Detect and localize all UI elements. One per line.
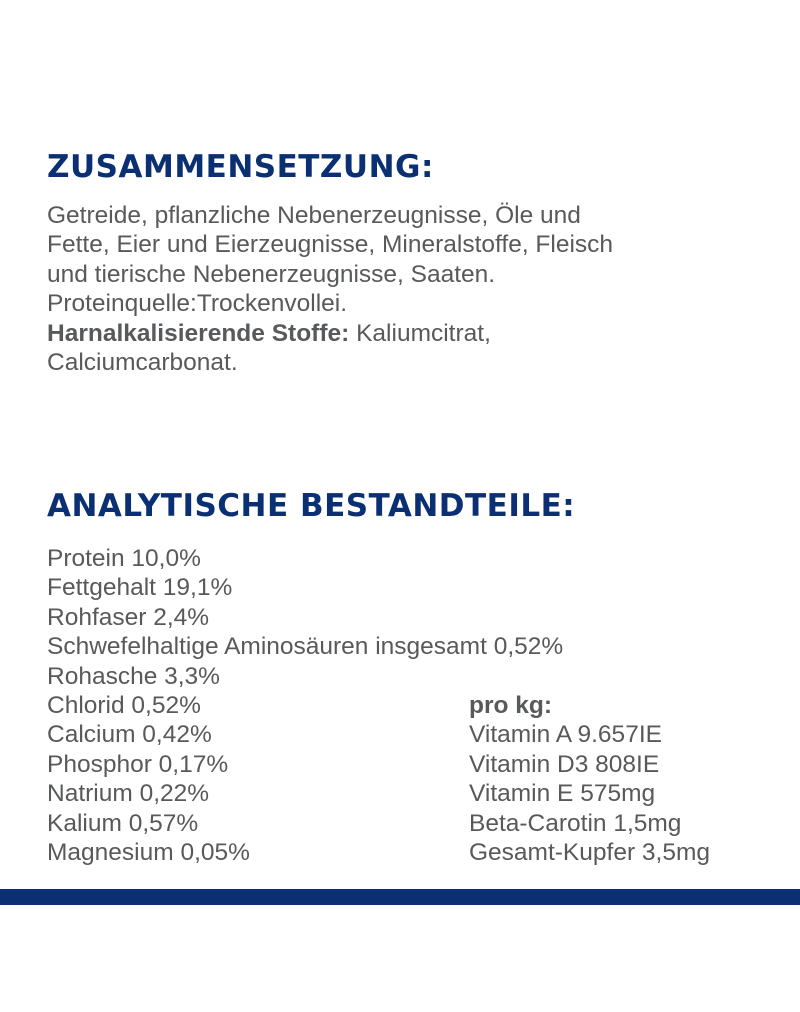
alkaline-label: Harnalkalisierende Stoffe: <box>47 319 350 347</box>
per-kg-item-vitamin-a: Vitamin A 9.657IE <box>469 721 662 749</box>
per-kg-list <box>469 691 710 867</box>
per-kg-label: pro kg: <box>469 692 553 719</box>
composition-line: Proteinquelle:Trockenvollei. <box>47 290 348 318</box>
analysis-item-protein: Protein 10,0% <box>47 545 201 572</box>
analysis-item-phosphorus: Phosphor 0,17% <box>47 750 229 778</box>
footer-bar <box>0 889 800 905</box>
analysis-item-sodium: Natrium 0,22% <box>47 780 210 808</box>
analysis-item-chloride: Chlorid 0,52% <box>47 692 201 720</box>
per-kg-item-beta-carotene: Beta-Carotin 1,5mg <box>469 809 682 837</box>
alkaline-line <box>47 319 777 348</box>
analysis-item-ash: Rohasche 3,3% <box>47 662 220 690</box>
analysis-item-sulfur-amino-acids: Schwefelhaltige Aminosäuren insgesamt 0,52% <box>47 633 564 661</box>
composition-line: und tierische Nebenerzeugnisse, Saaten. <box>47 260 496 288</box>
per-kg-item-vitamin-e: Vitamin E 575mg <box>469 780 656 808</box>
composition-heading: ZUSAMMENSETZUNG: <box>47 149 434 185</box>
analysis-item-magnesium: Magnesium 0,05% <box>47 839 250 867</box>
analysis-heading: ANALYTISCHE BESTANDTEILE: <box>47 488 576 524</box>
composition-line: Getreide, pflanzliche Nebenerzeugnisse, Öle und <box>47 202 581 229</box>
analysis-item-fiber: Rohfaser 2,4% <box>47 603 210 631</box>
composition-line: Calciumcarbonat. <box>47 349 238 377</box>
composition-line: Fette, Eier und Eierzeugnisse, Mineralstoffe, Fleisch <box>47 231 614 259</box>
analysis-item-potassium: Kalium 0,57% <box>47 809 199 837</box>
analysis-item-calcium: Calcium 0,42% <box>47 721 212 749</box>
per-kg-item-copper: Gesamt-Kupfer 3,5mg <box>469 839 711 867</box>
alkaline-value: Kaliumcitrat, <box>349 319 491 347</box>
analysis-item-fat: Fettgehalt 19,1% <box>47 574 233 602</box>
per-kg-item-vitamin-d3: Vitamin D3 808IE <box>469 750 660 778</box>
composition-text <box>47 201 777 377</box>
